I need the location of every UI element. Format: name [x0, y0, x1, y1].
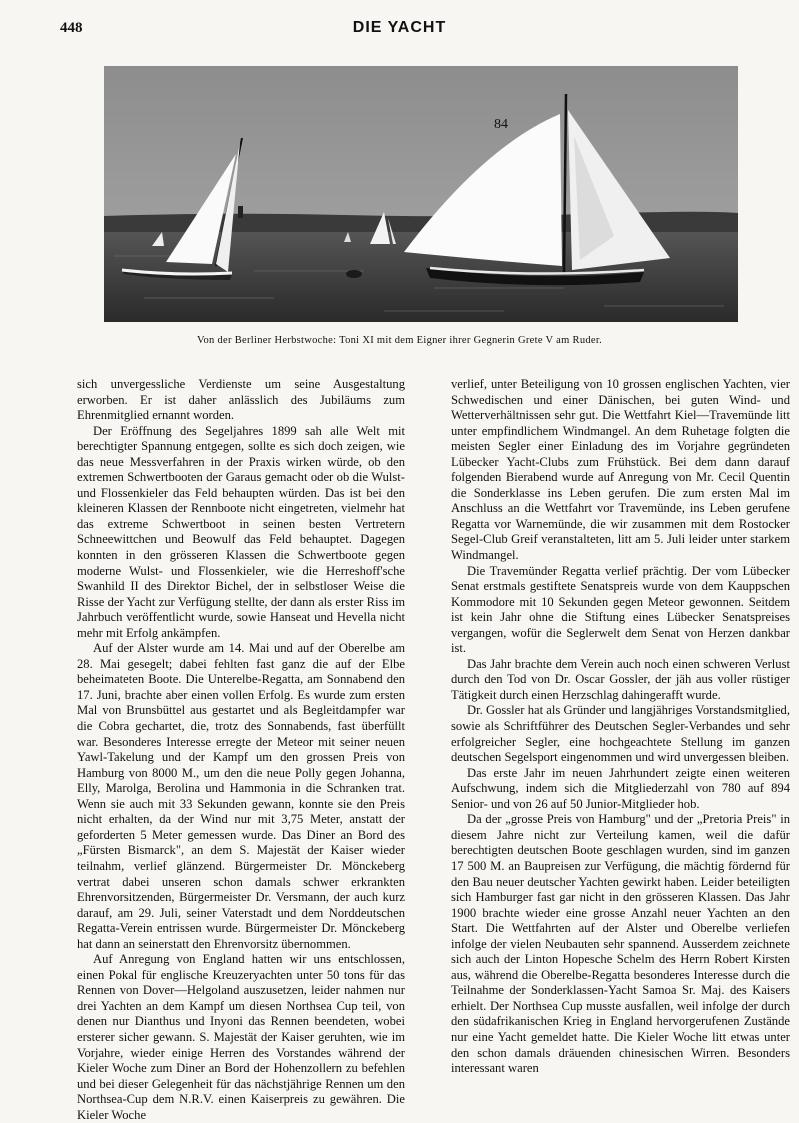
sail-number: 84 — [494, 117, 508, 132]
regatta-photograph — [104, 66, 738, 322]
paragraph: Das Jahr brachte dem Verein auch noch einen schweren Verlust durch den Tod von Dr. Oscar Gossler, der jäh aus voller rüstiger Tätigkeit durch einen Herzschlag dahingerafft wurde. — [451, 656, 790, 702]
paragraph: Da der „grosse Preis von Hamburg" und der „Pretoria Preis" in diesem Jahre nicht zur Verteilung kamen, weil die dafür berechtigten deutschen Boote geschlagen wurden, sind im ganzen 17 500 M. an Baupreisen zur Verfügung, die mächtig fördernd für den Bau neuer deutscher Yachten gewirkt haben. Leider beteiligten sich Hamburger fast gar nicht in den grösseren Klassen. Das Jahr 1900 brachte wieder eine grosse Anzahl neuer Yachten an den Start. Die Wettfahrten auf der Alster und Oberelbe verliefen infolge der vielen Neubauten sehr spannend. Ausserdem zeichnete sich auch der Linton Hopesche Schelm des Herrn Robert Kirsten aus, während die Oberelbe-Regatta besonderes Interesse durch die Teilnahme der Sonderklassen-Yacht Samoa Sr. Maj. des Kaisers erhielt. Der Northsea Cup musste ausfallen, weil infolge der durch den südafrikanischen Krieg in England hervorgerufenen Zustände nur eine Yacht gemeldet hatte. Die Kieler Woche litt etwas unter den schon damals dräuenden chinesischen Wirren. Besonders interessant waren — [451, 812, 790, 1076]
left-text-column — [77, 377, 405, 1122]
paragraph: verlief, unter Beteiligung von 10 grossen englischen Yachten, vier Schwedischen und einer Dänischen, bei guten Wind- und Wetterverhältnissen sehr gut. Die Wettfahrt Kiel—Travemünde litt unter empfindlichem Windmangel. An dem Ruhetage folgten die meisten Segler einer Einladung des im Vorjahre gegründeten Lübecker Yacht-Clubs zum Frühstück. Bei dem dann darauf folgenden Bierabend wurde auf Anregung von Mr. Cecil Quentin die Sonderklasse ins Leben gerufen. Die zum ersten Mal im Anschluss an die Wettfahrt vor Travemünde, ins Leben gerufene Regatta vor Warnemünde, die wir zusammen mit dem Rostocker Segel-Club Greif veranstalteten, litt am 5. Juli leider unter starkem Windmangel. — [451, 377, 790, 563]
photo-caption: Von der Berliner Herbstwoche: Toni XI mit dem Eigner ihrer Gegnerin Grete V am Ruder. — [196, 335, 603, 346]
paragraph: Die Travemünder Regatta verlief prächtig. Der vom Lübecker Senat erstmals gestiftete Senatspreis wurde von dem Kauppschen Kommodore mit 10 Sekunden gegen Meteor gewonnen. Seitdem ist kein Jahr ohne die Stiftung eines Lübecker Senatspreises vergangen, wofür die Seglerwelt dem Senat von Herzen dankbar ist. — [451, 563, 790, 656]
page-number: 448 — [60, 20, 83, 36]
paragraph: sich unvergessliche Verdienste um seine Ausgestaltung erworben. Er ist daher anlässlich des Jubiläums zum Ehrenmitglied ernannt worden. — [77, 377, 405, 423]
sailing-yachts-image — [104, 66, 738, 322]
paragraph: Das erste Jahr im neuen Jahrhundert zeigte einen weiteren Aufschwung, indem sich die Mitgliederzahl von 780 auf 894 Senior- und von 26 auf 50 Junior-Mitglieder hob. — [451, 765, 790, 811]
paragraph: Dr. Gossler hat als Gründer und langjähriges Vorstandsmitglied, sowie als Schriftführer des Deutschen Segler-Verbandes und sehr erfolgreicher Segler, eine hochgeachtete Stellung im ganzen deutschen Segelsport eingenommen und wird unvergessen bleiben. — [451, 703, 790, 765]
right-text-column — [451, 377, 790, 1092]
paragraph: Auf der Alster wurde am 14. Mai und auf der Oberelbe am 28. Mai gesegelt; dabei fehlten fast ganz die auf der Elbe beheimateten Boote. Die Unterelbe-Regatta, am Sonnabend den 17. Juni, brachte aber einen vollen Erfolg. Es wurde zum ersten Mal von Brunsbüttel aus gestartet und als Begleitdampfer war die Cobra gechartet, die, trotz des Sonnabends, fast überfüllt war. Besonderes Interesse erregte der Meteor mit seiner neuen Yawl-Takelung und der Kampf um den grossen Preis von Hamburg von 8000 M., um den die neue Polly gegen Johanna, Elly, Marolga, Berolina und Hammonia in die Schranken trat. Wenn sie auch mit 33 Sekunden gewann, konnte sie den Preis nicht erhalten, da der Wind nur mit 3,75 Meter, anstatt der geforderten 5 Meter gemessen wurde. Das Diner an Bord des „Fürsten Bismarck", an dem S. Majestät der Kaiser wieder teilnahm, verlief glänzend. Bürgermeister Dr. Mönckeberg vertrat dabei unseren schon damals schwer erkrankten Ehrenvorsitzenden, Bürgermeister Dr. Versmann, der auch kurz darauf, am 29. Juli, seiner Vaterstadt und dem Norddeutschen Regatta-Verein entrissen wurde. Bürgermeister Dr. Mönckeberg hat dann an seinerstatt den Ehrenvorsitz übernommen. — [77, 641, 405, 951]
journal-title: DIE YACHT — [352, 19, 447, 36]
paragraph: Auf Anregung von England hatten wir uns entschlossen, einen Pokal für englische Kreuzeryachten unter 50 tons für das Rennen von Dover—Helgoland auszusetzen, leider nahmen nur drei Yachten an dem Kampf um diesen Northsea Cup teil, von denen nur Dianthus und Inyoni das Rennen beendeten, wobei ersterer sicher gewann. S. Majestät der Kaiser geruhten, wie im Vorjahre, wieder einige Herren des Vorstandes während der Kieler Woche zum Diner an Bord der Hohenzollern zu befehlen und bei dieser Gelegenheit für das nächstjährige Rennen um den Northsea-Cup dem N.R.V. einen Kaiserpreis zu gewähren. Die Kieler Woche — [77, 952, 405, 1122]
paragraph: Der Eröffnung des Segeljahres 1899 sah alle Welt mit berechtigter Spannung entgegen, sollte es sich doch zeigen, wie das neue Messverfahren in der Praxis wirken würde, ob den extremen Schwertbooten der Garaus gemacht oder ob die Wulst- und Flossenkieler das Feld behaupten würden. Das ist bei den kleineren Klassen der Rennboote nicht eingetreten, vielmehr hat das extreme Schwertboot in seinen besten Vertretern Schneewittchen und Beowulf das Feld behauptet. Dagegen konnten in den grösseren Klassen die Schwertboote gegen moderne Wulst- und Flossenkieler, wie die Herreshoff'sche Swanhild II des Direktor Bichel, der in selbstloser Weise die Risse der Yacht zur Verfügung stellte, der dann als erster Riss im Jahrbuch veröffentlicht wurde, sowie Hanseat und Hevella nicht mehr mit Erfolg ankämpfen. — [77, 423, 405, 640]
